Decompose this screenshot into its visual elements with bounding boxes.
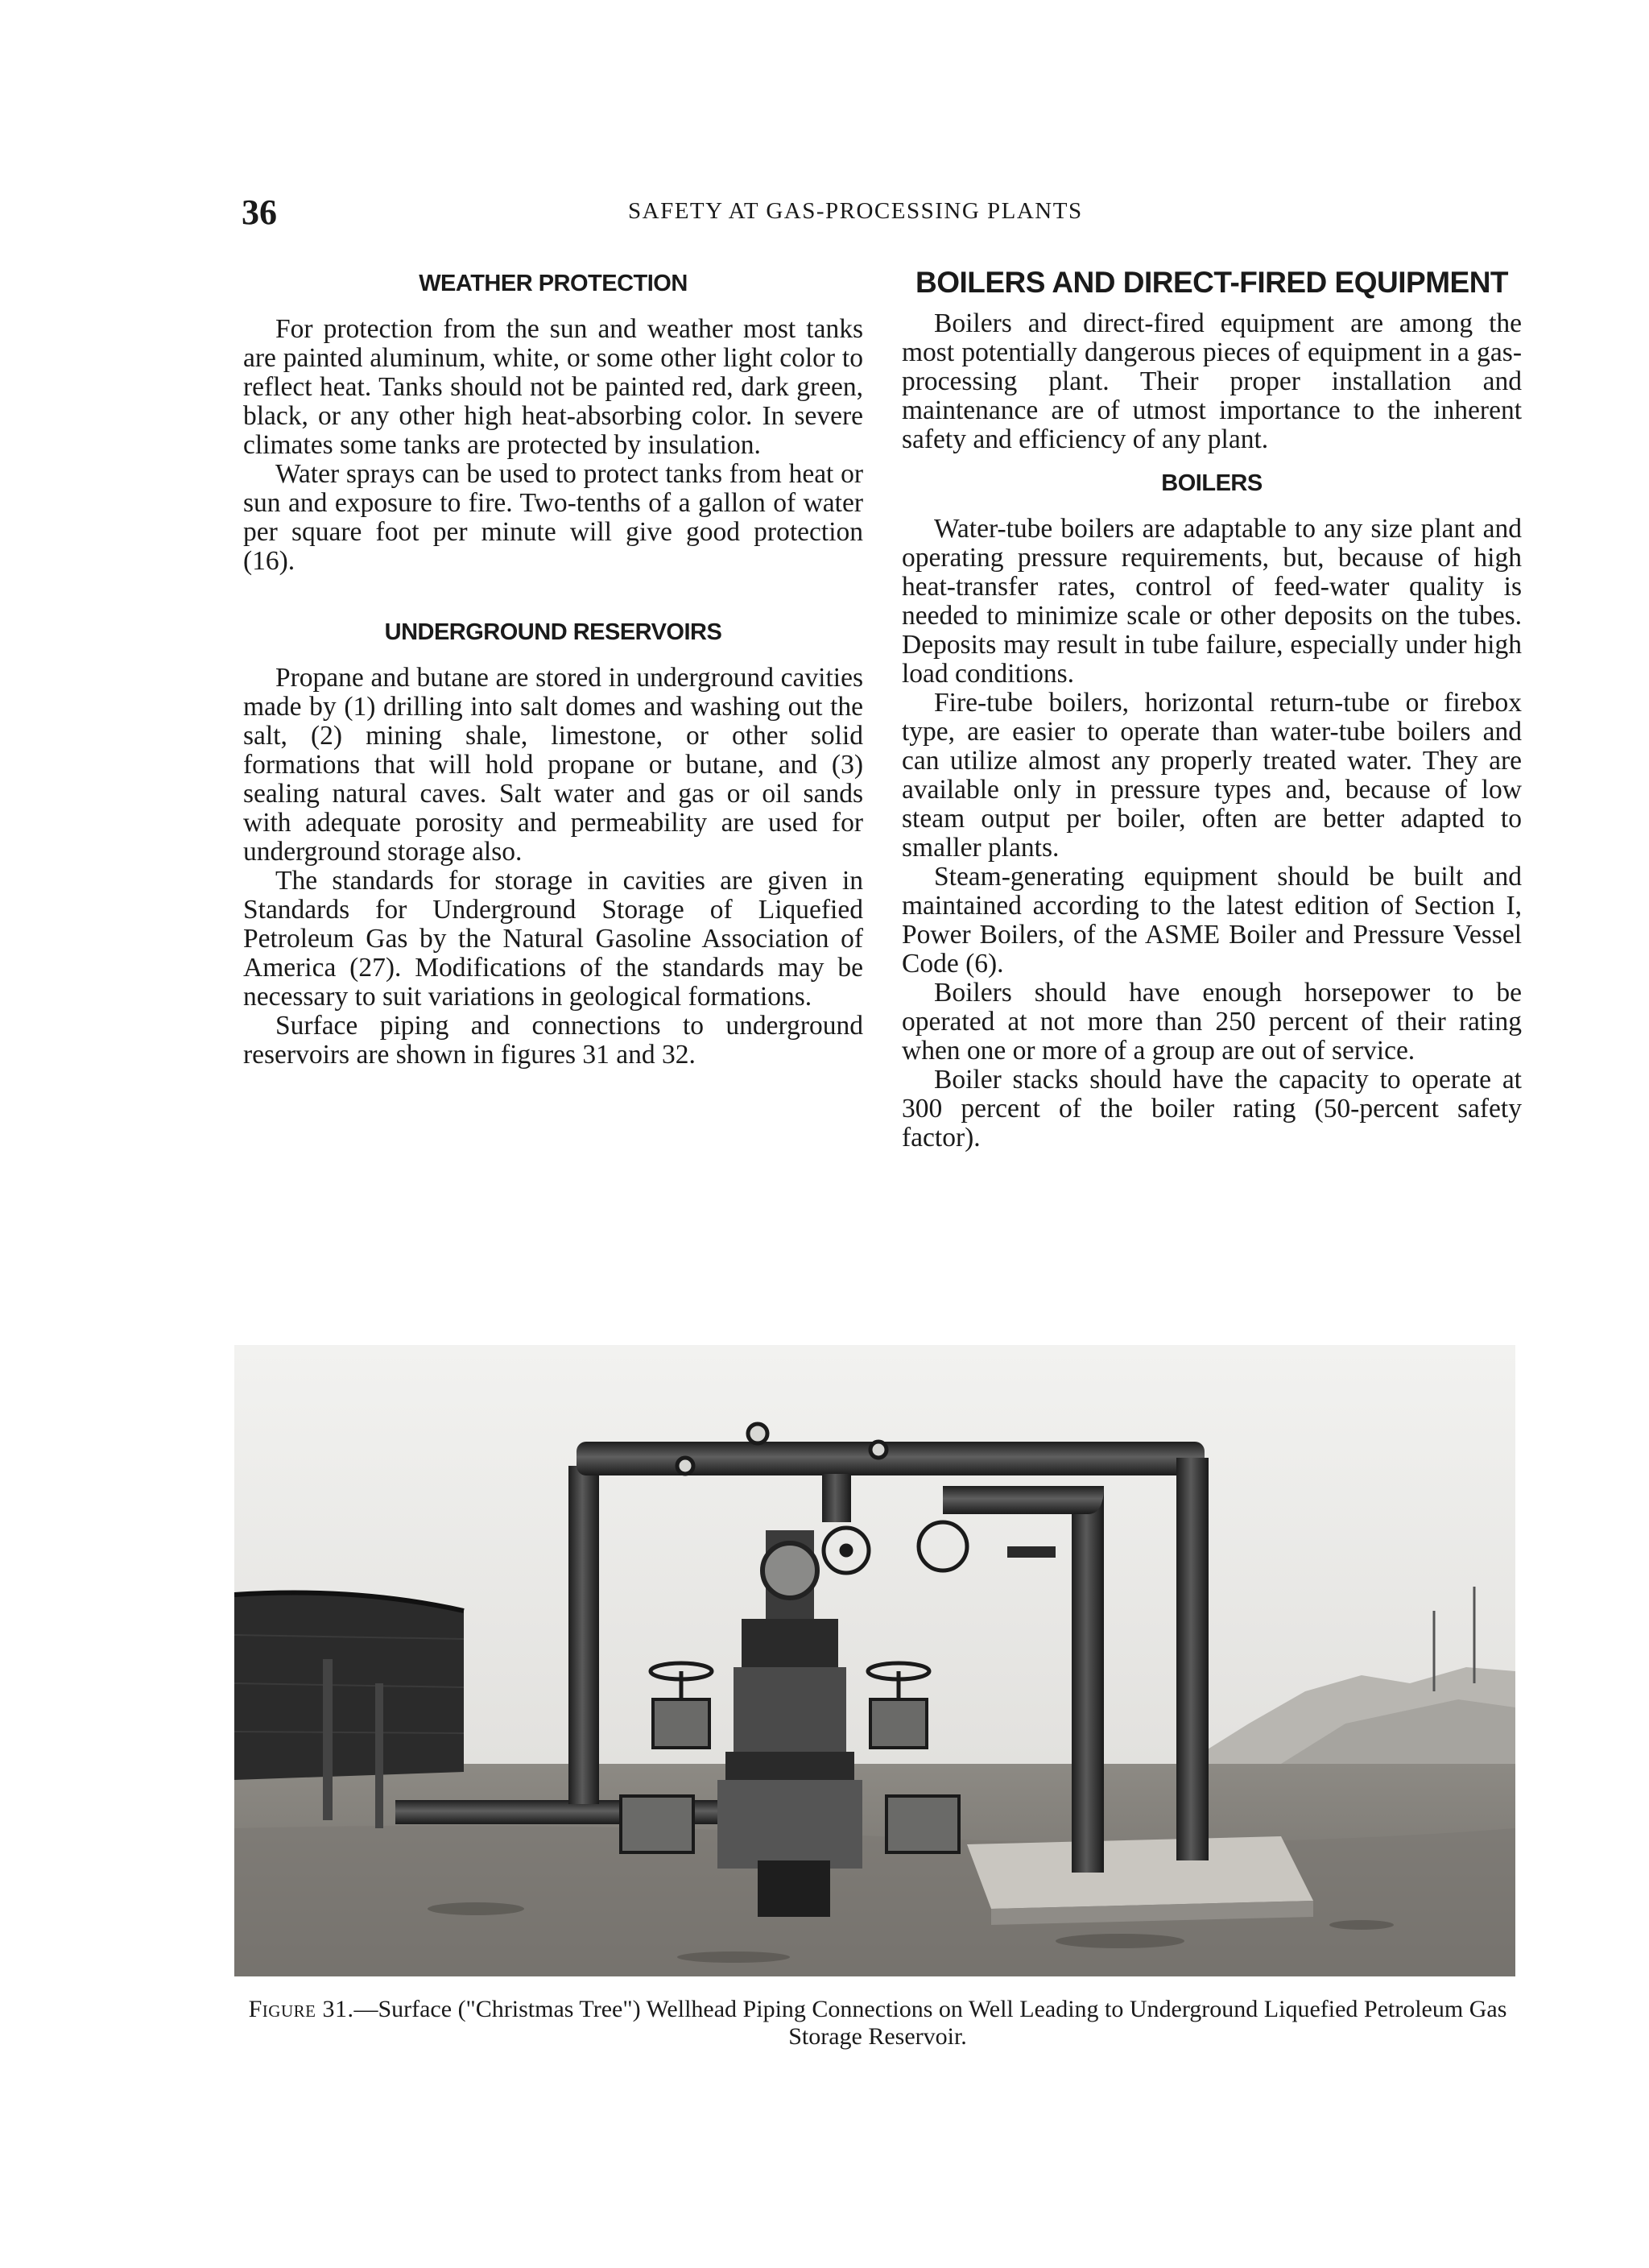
running-title: SAFETY AT GAS-PROCESSING PLANTS <box>628 198 1083 224</box>
underground-paragraph-2: The standards for storage in cavities are given in Standards for Underground Storage of Liquefied Petroleum Gas by the Natural Gasoline Association of America (27). Modifications of the standards may be necessary to suit variations in geological formations. <box>243 866 863 1012</box>
boilers-heading: BOILERS <box>1161 470 1263 496</box>
underground-paragraph-1: Propane and butane are stored in underground cavities made by (1) drilling into salt domes and washing out the salt, (2) mining shale, limestone, or other solid formations that will hold propane or butane, and (3) sealing natural caves. Salt water and gas or oil sands with adequate porosity and permeability are used for underground storage also. <box>243 663 863 867</box>
boilers-paragraph-3: Steam-generating equipment should be built and maintained according to the latest edition of Section I, Power Boilers, of the ASME Boiler and Pressure Vessel Code (6). <box>902 862 1522 979</box>
boilers-paragraph-2: Fire-tube boilers, horizontal return-tube or firebox type, are easier to operate than water-tube boilers and can utilize almost any properly treated water. They are available only in pressure types and, because of low steam output per boiler, often are better adapted to smaller plants. <box>902 688 1522 863</box>
boilers-direct-paragraph-1: Boilers and direct-fired equipment are among the most potentially dangerous pieces of equipment in a gas-processing plant. Their proper installation and maintenance are of utmost importance to the inherent safety and efficiency of any plant. <box>902 308 1522 454</box>
figure-caption <box>242 1996 1514 2051</box>
boilers-paragraph-5: Boiler stacks should have the capacity to operate at 300 percent of the boiler rating (50-percent safety factor). <box>902 1065 1522 1153</box>
weather-paragraph-1: For protection from the sun and weather most tanks are painted aluminum, white, or some other light color to reflect heat. Tanks should not be painted red, dark green, black, or any other high heat-absorbing color. In severe climates some tanks are protected by insulation. <box>243 314 863 460</box>
underground-reservoirs-heading: UNDERGROUND RESERVOIRS <box>384 619 722 645</box>
weather-paragraph-2: Water sprays can be used to protect tanks from heat or sun and exposure to fire. Two-tenths of a gallon of water per square foot per minute will give good protection (16). <box>243 459 863 576</box>
wellhead-photo-illustration <box>234 1345 1515 1976</box>
figure-label: Figure 31. <box>248 1996 354 2022</box>
left-column <box>243 266 863 1070</box>
boilers-paragraph-1: Water-tube boilers are adaptable to any size plant and operating pressure requirements, but, because of high heat-transfer rates, control of feed-water quality is needed to minimize scale or other deposits on the tubes. Deposits may result in tube failure, especially under high load conditions. <box>902 514 1522 689</box>
wellhead-photograph <box>234 1345 1515 1976</box>
running-head <box>242 192 1514 240</box>
page-number: 36 <box>242 192 277 232</box>
weather-protection-heading: WEATHER PROTECTION <box>419 271 688 296</box>
figure-caption-text: —Surface ("Christmas Tree") Wellhead Piping Connections on Well Leading to Underground Liquefied Petroleum Gas Storage Reservoir. <box>353 1996 1507 2050</box>
right-column <box>902 266 1522 1153</box>
boilers-direct-fired-heading: BOILERS AND DIRECT-FIRED EQUIPMENT <box>915 266 1509 299</box>
boilers-paragraph-4: Boilers should have enough horsepower to be operated at not more than 250 percent of their rating when one or more of a group are out of service. <box>902 978 1522 1066</box>
underground-paragraph-3: Surface piping and connections to underground reservoirs are shown in figures 31 and 32. <box>243 1011 863 1070</box>
